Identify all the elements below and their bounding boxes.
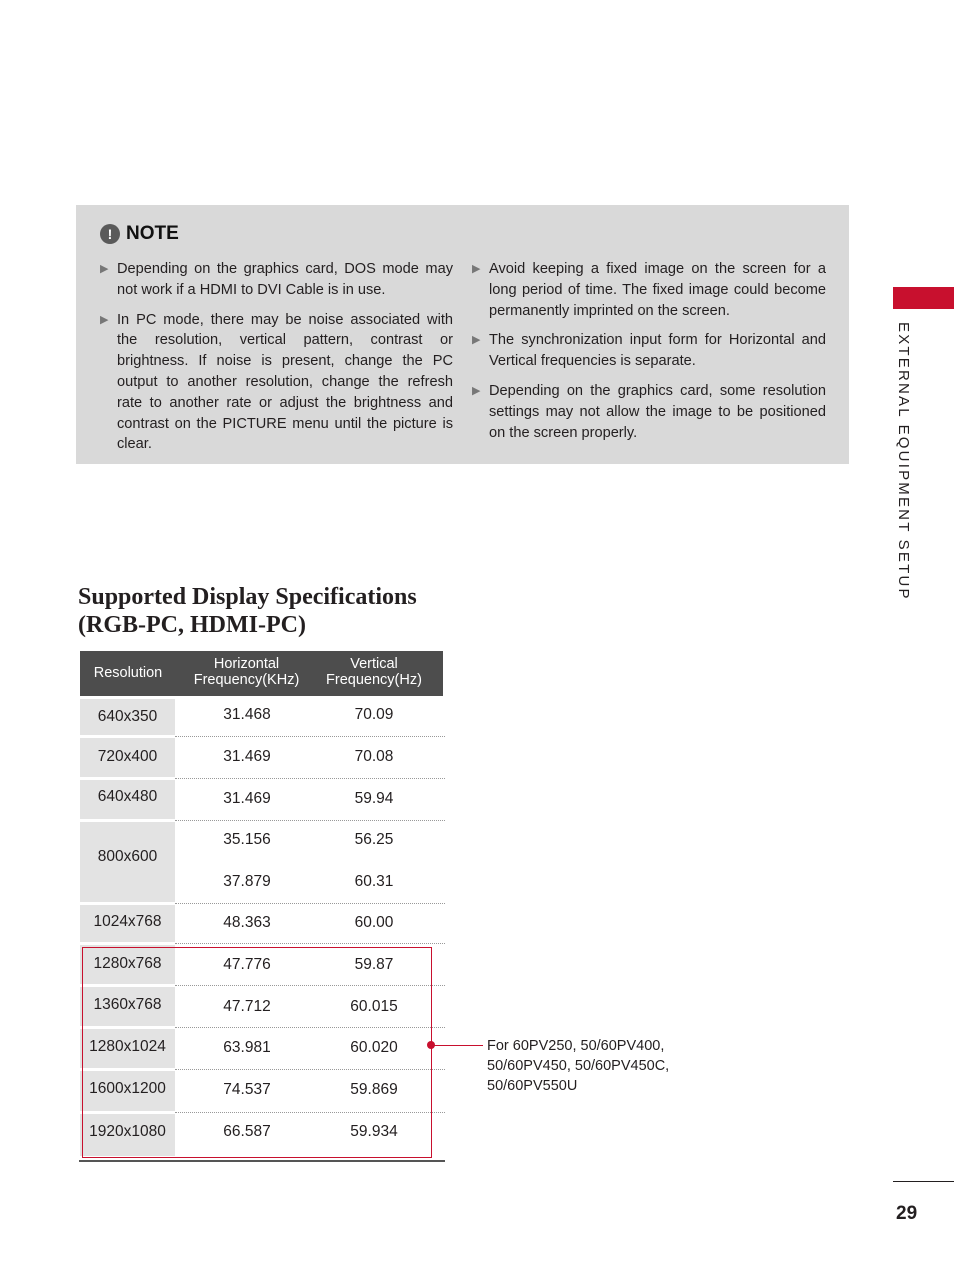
section-title: [78, 583, 417, 639]
row-divider: [80, 777, 175, 780]
page-number-rule: [893, 1181, 954, 1182]
cell-resolution: 1360x768: [93, 996, 162, 1013]
cell-vertical: 60.020: [350, 1039, 398, 1056]
model-callout: [487, 1036, 669, 1096]
cell-vertical: 60.00: [354, 914, 394, 931]
cell-resolution: 1280x768: [93, 955, 162, 972]
note-bullet: [472, 381, 826, 443]
cell-resolution: 720x400: [97, 748, 158, 765]
dotted-divider: [175, 736, 445, 737]
cell-vertical: 70.08: [354, 748, 394, 765]
callout-line: 50/60PV450, 50/60PV450C,: [487, 1058, 670, 1074]
cell-vertical: 70.09: [354, 706, 394, 723]
header-vertical: [316, 656, 432, 688]
exclamation-icon: !: [100, 224, 120, 244]
note-text: In PC mode, there may be noise associated with the resolution, vertical pattern, contrast or brightness. If noise is present, change the PC output to another resolution, change the refresh rate to another rate or adjust the brightness and contrast on the PICTURE menu until the picture is clear.: [117, 311, 453, 453]
header-horizontal-line1: Horizontal: [213, 656, 280, 672]
callout-dot-icon: [427, 1041, 435, 1049]
cell-resolution: 1280x1024: [89, 1038, 166, 1055]
cell-vertical: 59.87: [354, 956, 394, 973]
cell-horizontal: 31.469: [223, 748, 271, 765]
cell-horizontal: 35.156: [223, 831, 271, 848]
note-box: [76, 205, 849, 464]
note-left-column: [100, 259, 453, 464]
cell-horizontal: 31.468: [223, 706, 271, 723]
cell-horizontal: 47.776: [223, 956, 271, 973]
header-horizontal-line2: Frequency(KHz): [193, 672, 300, 688]
note-title: NOTE: [126, 223, 179, 244]
note-bullet: [100, 310, 453, 456]
note-bullet: [472, 259, 826, 321]
cell-vertical: 60.015: [350, 998, 398, 1015]
cell-resolution: 640x480: [97, 788, 158, 805]
cell-horizontal: 48.363: [223, 914, 271, 931]
note-text: The synchronization input form for Horizontal and Vertical frequencies is separate.: [489, 332, 826, 370]
note-bullet: [472, 330, 826, 372]
cell-resolution: 640x350: [97, 708, 158, 725]
cell-horizontal: 63.981: [223, 1039, 271, 1056]
model-highlight-box: [82, 947, 432, 1158]
cell-resolution: 1024x768: [93, 913, 162, 930]
header-vertical-line1: Vertical: [350, 656, 398, 672]
bullet-arrow-icon: ▶: [100, 263, 109, 275]
cell-resolution: 1920x1080: [89, 1123, 166, 1140]
section-title-line1: Supported Display Specifications: [78, 584, 417, 610]
cell-horizontal: 31.469: [223, 790, 271, 807]
table-bottom-rule: [79, 1160, 445, 1162]
bullet-arrow-icon: ▶: [472, 384, 481, 397]
callout-leader-line: [431, 1045, 483, 1046]
dotted-divider: [175, 943, 445, 944]
dotted-divider: [175, 903, 445, 904]
cell-horizontal: 74.537: [223, 1081, 271, 1098]
note-right-column: [472, 259, 826, 452]
row-divider: [80, 942, 175, 945]
note-text: Avoid keeping a fixed image on the screen for a long period of time. The fixed image could become permanently imprinted on the screen.: [489, 261, 826, 319]
cell-resolution: 800x600: [97, 848, 158, 865]
note-text: Depending on the graphics card, DOS mode may not work if a HDMI to DVI Cable is in use.: [117, 261, 453, 298]
dotted-divider: [175, 820, 445, 821]
bullet-arrow-icon: ▶: [100, 313, 109, 326]
cell-horizontal: 66.587: [223, 1123, 271, 1140]
section-tab-marker: [893, 287, 954, 309]
callout-line: 50/60PV550U: [487, 1078, 578, 1094]
header-resolution: Resolution: [93, 665, 163, 681]
dotted-divider: [175, 778, 445, 779]
cell-horizontal: 47.712: [223, 998, 271, 1015]
cell-vertical: 59.94: [354, 790, 394, 807]
row-divider: [80, 735, 175, 738]
note-bullet: [100, 259, 453, 301]
cell-vertical: 56.25: [354, 831, 394, 848]
cell-vertical: 59.869: [350, 1081, 398, 1098]
page-number: 29: [896, 1203, 918, 1224]
cell-resolution: 1600x1200: [89, 1080, 166, 1097]
cell-vertical: 60.31: [354, 873, 394, 890]
bullet-arrow-icon: ▶: [472, 263, 481, 275]
header-horizontal: [180, 656, 313, 688]
note-text: Depending on the graphics card, some resolution settings may not allow the image to be positioned on the screen properly.: [489, 382, 826, 441]
row-divider: [80, 819, 175, 822]
note-heading: [100, 223, 179, 245]
cell-horizontal: 37.879: [223, 873, 271, 890]
callout-line: For 60PV250, 50/60PV400,: [487, 1038, 665, 1054]
row-divider: [80, 902, 175, 905]
cell-vertical: 59.934: [350, 1123, 398, 1140]
bullet-arrow-icon: ▶: [472, 334, 481, 347]
side-section-label: EXTERNAL EQUIPMENT SETUP: [895, 322, 912, 601]
table-header: [80, 651, 443, 696]
section-title-line2: (RGB-PC, HDMI-PC): [78, 612, 306, 638]
header-vertical-line2: Frequency(Hz): [326, 672, 422, 688]
